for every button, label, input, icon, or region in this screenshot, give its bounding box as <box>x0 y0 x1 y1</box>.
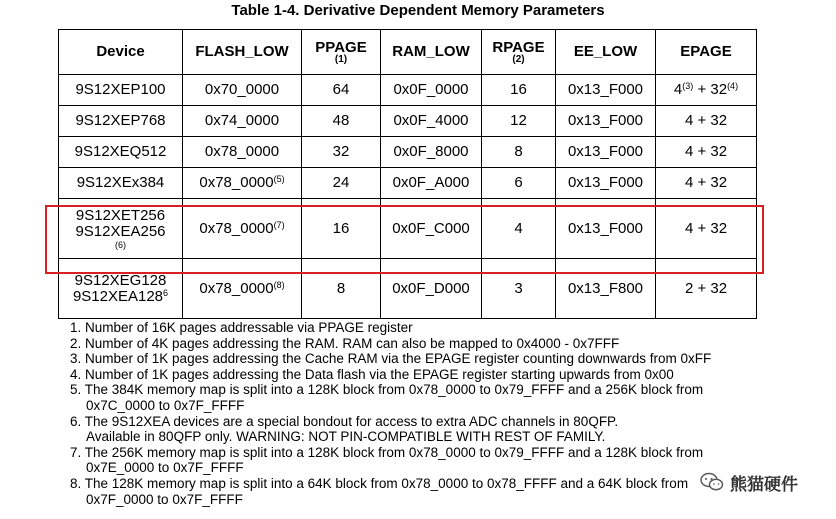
rpage-cell: 12 <box>482 106 556 137</box>
watermark <box>700 469 798 495</box>
ram-low-cell: 0x0F_0000 <box>381 75 482 106</box>
table-row <box>59 106 757 137</box>
flash-low-cell <box>183 168 302 199</box>
col-header-ee-low: EE_LOW <box>556 30 656 75</box>
footnote-item: 7. The 256K memory map is split into a 128K block from 0x78_0000 to 0x79_FFFF and a 128K block from 0x7E_0000 to 0x7F_FFFF <box>70 445 711 476</box>
flash-low-value: 0x78_0000 <box>199 219 274 237</box>
table-row <box>59 75 757 106</box>
rpage-cell: 8 <box>482 137 556 168</box>
rpage-cell: 6 <box>482 168 556 199</box>
footnote-continuation: 0x7F_0000 to 0x7F_FFFF <box>86 491 243 507</box>
footnote-ref: (7) <box>273 219 285 230</box>
footnote-ref: (6) <box>115 239 126 250</box>
epage-cell: 4 + 32 <box>656 106 757 137</box>
epage-cell: 4 + 32 <box>656 199 757 259</box>
epage-cell: 4 + 32 <box>656 168 757 199</box>
flash-low-value: 0x78_0000 <box>199 174 274 191</box>
footnote-ref: (8) <box>273 279 285 290</box>
footnote-ref: (3) <box>682 81 694 91</box>
flash-low-cell: 0x78_0000 <box>183 137 302 168</box>
footnote-item: 3. Number of 1K pages addressing the Cache RAM via the EPAGE register counting downwards from 0xFF <box>70 351 712 367</box>
footnote-item: 6. The 9S12XEA devices are a special bondout for access to extra ADC channels in 80QFP. Available in 80QFP only. WARNING: NOT PIN-COMPATIBLE WITH REST OF FAMILY. <box>70 414 711 445</box>
device-cell <box>59 199 183 259</box>
epage-cell: 2 + 32 <box>656 259 757 319</box>
footnote-continuation: 0x7E_0000 to 0x7F_FFFF <box>86 460 244 476</box>
col-header-device: Device <box>59 30 183 75</box>
footnote-ref: 6 <box>163 287 169 298</box>
table-row <box>59 137 757 168</box>
wechat-logo-icon <box>700 472 724 492</box>
ppage-label: PPAGE <box>315 39 367 56</box>
ee-low-cell: 0x13_F000 <box>556 75 656 106</box>
col-header-ppage <box>302 30 381 75</box>
table-row <box>59 259 757 319</box>
device-cell: 9S12XEx384 <box>59 168 183 199</box>
ppage-footnote-ref: (1) <box>334 54 348 65</box>
flash-low-value: 0x78_0000 <box>199 279 274 297</box>
device-name: 9S12XET256 <box>75 206 166 224</box>
ppage-cell: 64 <box>302 75 381 106</box>
rpage-footnote-ref: (2) <box>512 54 525 65</box>
ram-low-cell: 0x0F_D000 <box>381 259 482 319</box>
table-title: Table 1-4. Derivative Dependent Memory Parameters <box>231 2 605 19</box>
table-row-highlighted <box>59 199 757 259</box>
footnote-item: 4. Number of 1K pages addressing the Data flash via the EPAGE register starting upwards from 0x00 <box>70 366 674 382</box>
footnote-continuation: Available in 80QFP only. WARNING: NOT PIN-COMPATIBLE WITH REST OF FAMILY. <box>86 429 606 445</box>
epage-cache-value: 4 <box>673 81 683 98</box>
device-name: 9S12XEA128 <box>72 287 164 305</box>
epage-cell: 4 + 32 <box>656 137 757 168</box>
flash-low-cell <box>183 199 302 259</box>
ppage-cell: 48 <box>302 106 381 137</box>
watermark-text: 熊猫硬件 <box>730 474 798 494</box>
footnote-continuation: 0x7C_0000 to 0x7F_FFFF <box>86 397 245 413</box>
ppage-cell: 8 <box>302 259 381 319</box>
header-row <box>59 30 757 75</box>
rpage-cell: 3 <box>482 259 556 319</box>
ee-low-cell: 0x13_F000 <box>556 137 656 168</box>
ram-low-cell: 0x0F_4000 <box>381 106 482 137</box>
footnote-item: 5. The 384K memory map is split into a 128K block from 0x78_0000 to 0x79_FFFF and a 256K block from 0x7C_0000 to 0x7F_FFFF <box>70 382 711 413</box>
col-header-flash-low: FLASH_LOW <box>183 30 302 75</box>
flash-low-cell: 0x70_0000 <box>183 75 302 106</box>
ppage-cell: 32 <box>302 137 381 168</box>
device-name: 9S12XEA256 <box>75 222 166 240</box>
ram-low-cell: 0x0F_A000 <box>381 168 482 199</box>
ppage-cell: 16 <box>302 199 381 259</box>
ppage-cell: 24 <box>302 168 381 199</box>
device-name-with-ref <box>59 289 182 305</box>
col-header-epage: EPAGE <box>656 30 757 75</box>
table-row <box>59 168 757 199</box>
ram-low-cell: 0x0F_C000 <box>381 199 482 259</box>
ee-low-cell: 0x13_F000 <box>556 199 656 259</box>
flash-low-cell <box>183 259 302 319</box>
flash-low-cell: 0x74_0000 <box>183 106 302 137</box>
device-cell <box>59 259 183 319</box>
footnote-item: 2. Number of 4K pages addressing the RAM. RAM can also be mapped to 0x4000 - 0x7FFF <box>70 335 620 351</box>
footnotes-list <box>70 320 711 507</box>
col-header-ram-low: RAM_LOW <box>381 30 482 75</box>
device-cell: 9S12XEP768 <box>59 106 183 137</box>
device-name: 9S12XEG128 <box>74 271 167 289</box>
col-header-rpage <box>482 30 556 75</box>
footnote-item: 1. Number of 16K pages addressable via PPAGE register <box>70 320 413 335</box>
rpage-cell: 16 <box>482 75 556 106</box>
ee-low-cell: 0x13_F000 <box>556 168 656 199</box>
ram-low-cell: 0x0F_8000 <box>381 137 482 168</box>
epage-flash-value: + 32 <box>697 81 728 98</box>
footnote-ref: (5) <box>273 174 285 184</box>
footnote-ref: (4) <box>727 81 739 91</box>
memory-parameters-table <box>58 29 757 319</box>
footnote-item: 8. The 128K memory map is split into a 64K block from 0x78_0000 to 0x78_FFFF and a 64K block from 0x7F_0000 to 0x7F_FFFF <box>70 476 711 507</box>
ee-low-cell: 0x13_F000 <box>556 106 656 137</box>
device-cell: 9S12XEQ512 <box>59 137 183 168</box>
device-cell: 9S12XEP100 <box>59 75 183 106</box>
rpage-cell: 4 <box>482 199 556 259</box>
rpage-label: RPAGE <box>492 39 545 56</box>
epage-cell <box>656 75 757 106</box>
ee-low-cell: 0x13_F800 <box>556 259 656 319</box>
